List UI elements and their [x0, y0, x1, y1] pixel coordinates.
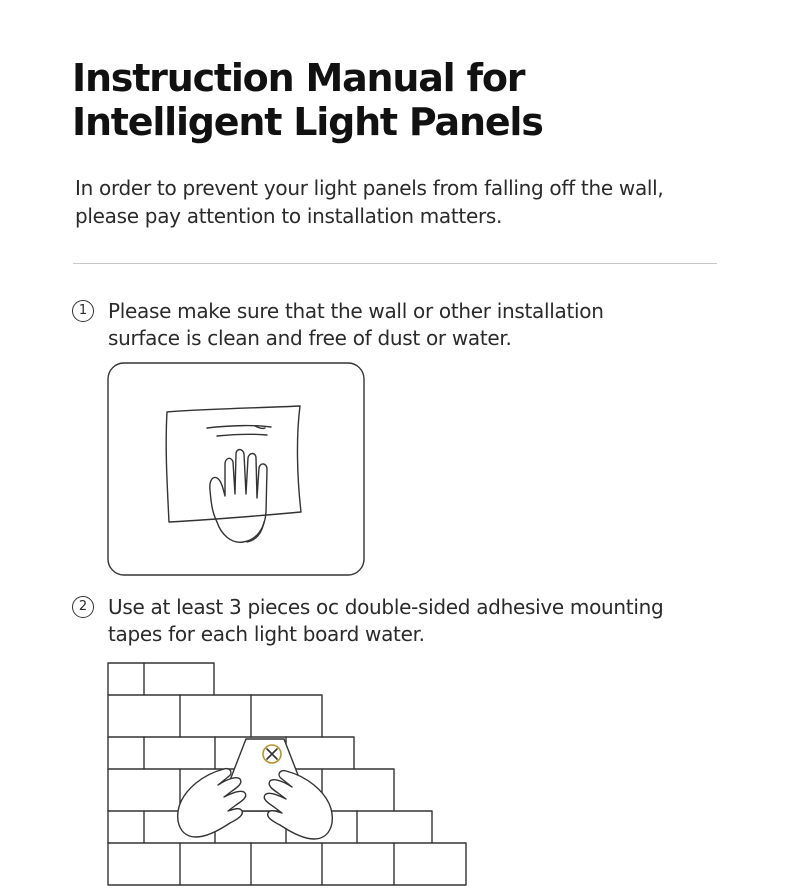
title-line-1: Instruction Manual for	[72, 56, 525, 100]
step-1	[72, 298, 752, 352]
step-2-line-1: Use at least 3 pieces oc double-sided adhesive mounting	[108, 595, 664, 619]
hands-mounting-panel-on-brick-wall-icon	[106, 661, 468, 887]
intro-line-1: In order to prevent your light panels from falling off the wall,	[75, 176, 664, 200]
step-2-line-2: tapes for each light board water.	[108, 622, 425, 646]
step-1-line-1: Please make sure that the wall or other installation	[108, 299, 604, 323]
step-2	[72, 594, 752, 648]
title-line-2: Intelligent Light Panels	[72, 100, 543, 144]
section-divider	[73, 263, 717, 264]
intro-text	[75, 174, 735, 230]
step-2-number-badge: 2	[72, 596, 94, 618]
page-title	[72, 56, 752, 144]
hand-wiping-cloth-icon	[107, 362, 365, 576]
step-1-number-badge: 1	[72, 300, 94, 322]
intro-line-2: please pay attention to installation matters.	[75, 204, 503, 228]
step-1-line-2: surface is clean and free of dust or water.	[108, 326, 512, 350]
